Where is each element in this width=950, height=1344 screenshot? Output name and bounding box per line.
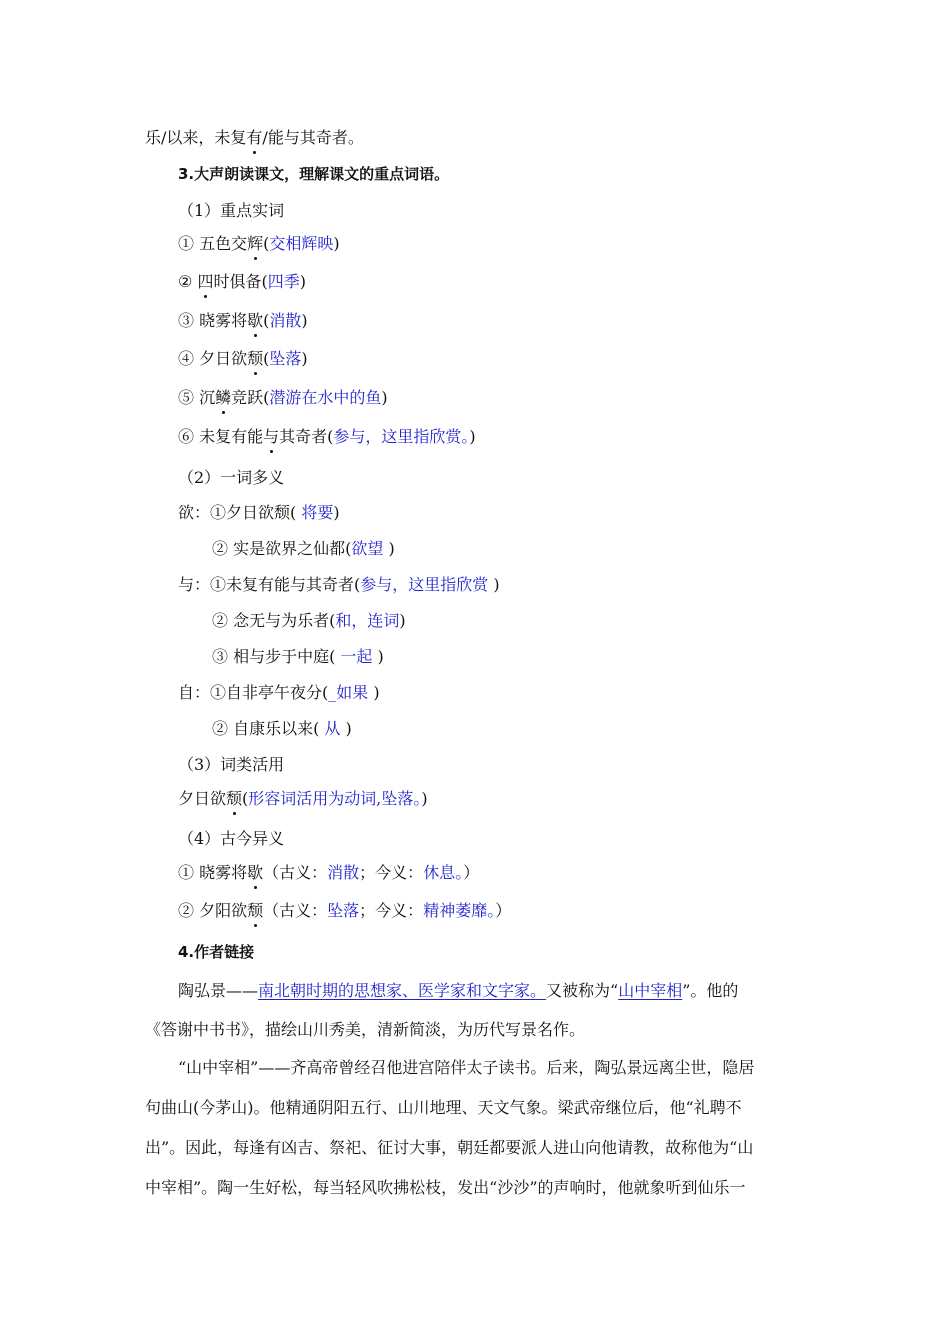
word-item-1: ① 五色交辉(交相辉映) bbox=[178, 234, 340, 253]
subsection-2-title: （2）一词多义 bbox=[178, 468, 285, 487]
subsection-4-title: （4）古今异义 bbox=[178, 829, 285, 848]
polysemy-zi-2: ② 自康乐以来( 从 ) bbox=[212, 719, 352, 738]
word-item-4: ④ 夕日欲颓(坠落) bbox=[178, 349, 308, 368]
paragraph-line-4: 中宰相”。陶一生好松，每当轻风吹拂松枝，发出“沙沙”的声响时，他就象听到仙乐一 bbox=[145, 1178, 746, 1197]
author-intro-line-1: 陶弘景——南北朝时期的思想家、医学家和文字家。又被称为“山中宰相”。他的 bbox=[178, 981, 739, 1000]
polysemy-zi-1: 自：①自非亭午夜分(_如果 ) bbox=[178, 683, 380, 702]
dotted-char: 有 bbox=[246, 128, 263, 147]
paragraph-line-2: 句曲山(今茅山)。他精通阴阳五行、山川地理、天文气象。梁武帝继位后，他“礼聘不 bbox=[145, 1098, 742, 1117]
word-item-2: ② 四时俱备(四季) bbox=[178, 272, 306, 291]
paragraph-line-1: “山中宰相”——齐高帝曾经召他进宫陪伴太子读书。后来，陶弘景远离尘世，隐居 bbox=[178, 1058, 755, 1077]
mountain-chancellor-text: 山中宰相 bbox=[618, 981, 683, 1000]
paragraph-line-3: 出”。因此，每逢有凶吉、祭祀、征讨大事，朝廷都要派人进山向他请教，故称他为“山 bbox=[145, 1138, 754, 1157]
subsection-3-title: （3）词类活用 bbox=[178, 755, 285, 774]
section-4-title: 4.作者链接 bbox=[178, 943, 255, 961]
polysemy-yu-1: 欲：①夕日欲颓( 将要) bbox=[178, 503, 340, 522]
author-intro-line-2: 《答谢中书书》，描绘山川秀美，清新简淡，为历代写景名作。 bbox=[145, 1020, 586, 1039]
text: 乐/以来，未复 bbox=[145, 128, 247, 147]
author-link-text: 南北朝时期的思想家、医学家和文字家。 bbox=[258, 981, 547, 1000]
text: /能与其奇者。 bbox=[262, 128, 364, 147]
polysemy-yu3-1: 与：①未复有能与其奇者(参与，这里指欣赏 ) bbox=[178, 575, 500, 594]
polysemy-yu3-3: ③ 相与步于中庭( 一起 ) bbox=[212, 647, 384, 666]
word-class-item: 夕日欲颓(形容词活用为动词,坠落。) bbox=[178, 789, 428, 808]
word-item-6: ⑥ 未复有能与其奇者(参与，这里指欣赏。) bbox=[178, 427, 476, 446]
ancient-modern-item-2: ② 夕阳欲颓（古义：坠落；今义：精神萎靡。） bbox=[178, 901, 512, 920]
text-line-1 bbox=[145, 127, 364, 149]
polysemy-yu-2: ② 实是欲界之仙都(欲望 ) bbox=[212, 539, 395, 558]
polysemy-yu3-2: ② 念无与为乐者(和，连词) bbox=[212, 611, 406, 630]
subsection-1-title: （1）重点实词 bbox=[178, 201, 285, 220]
word-item-5: ⑤ 沉鳞竞跃(潜游在水中的鱼) bbox=[178, 388, 388, 407]
ancient-modern-item-1: ① 晓雾将歇（古义：消散；今义：休息。） bbox=[178, 863, 480, 882]
section-3-title: 3.大声朗读课文，理解课文的重点词语。 bbox=[178, 165, 450, 183]
word-item-3: ③ 晓雾将歇(消散) bbox=[178, 311, 308, 330]
